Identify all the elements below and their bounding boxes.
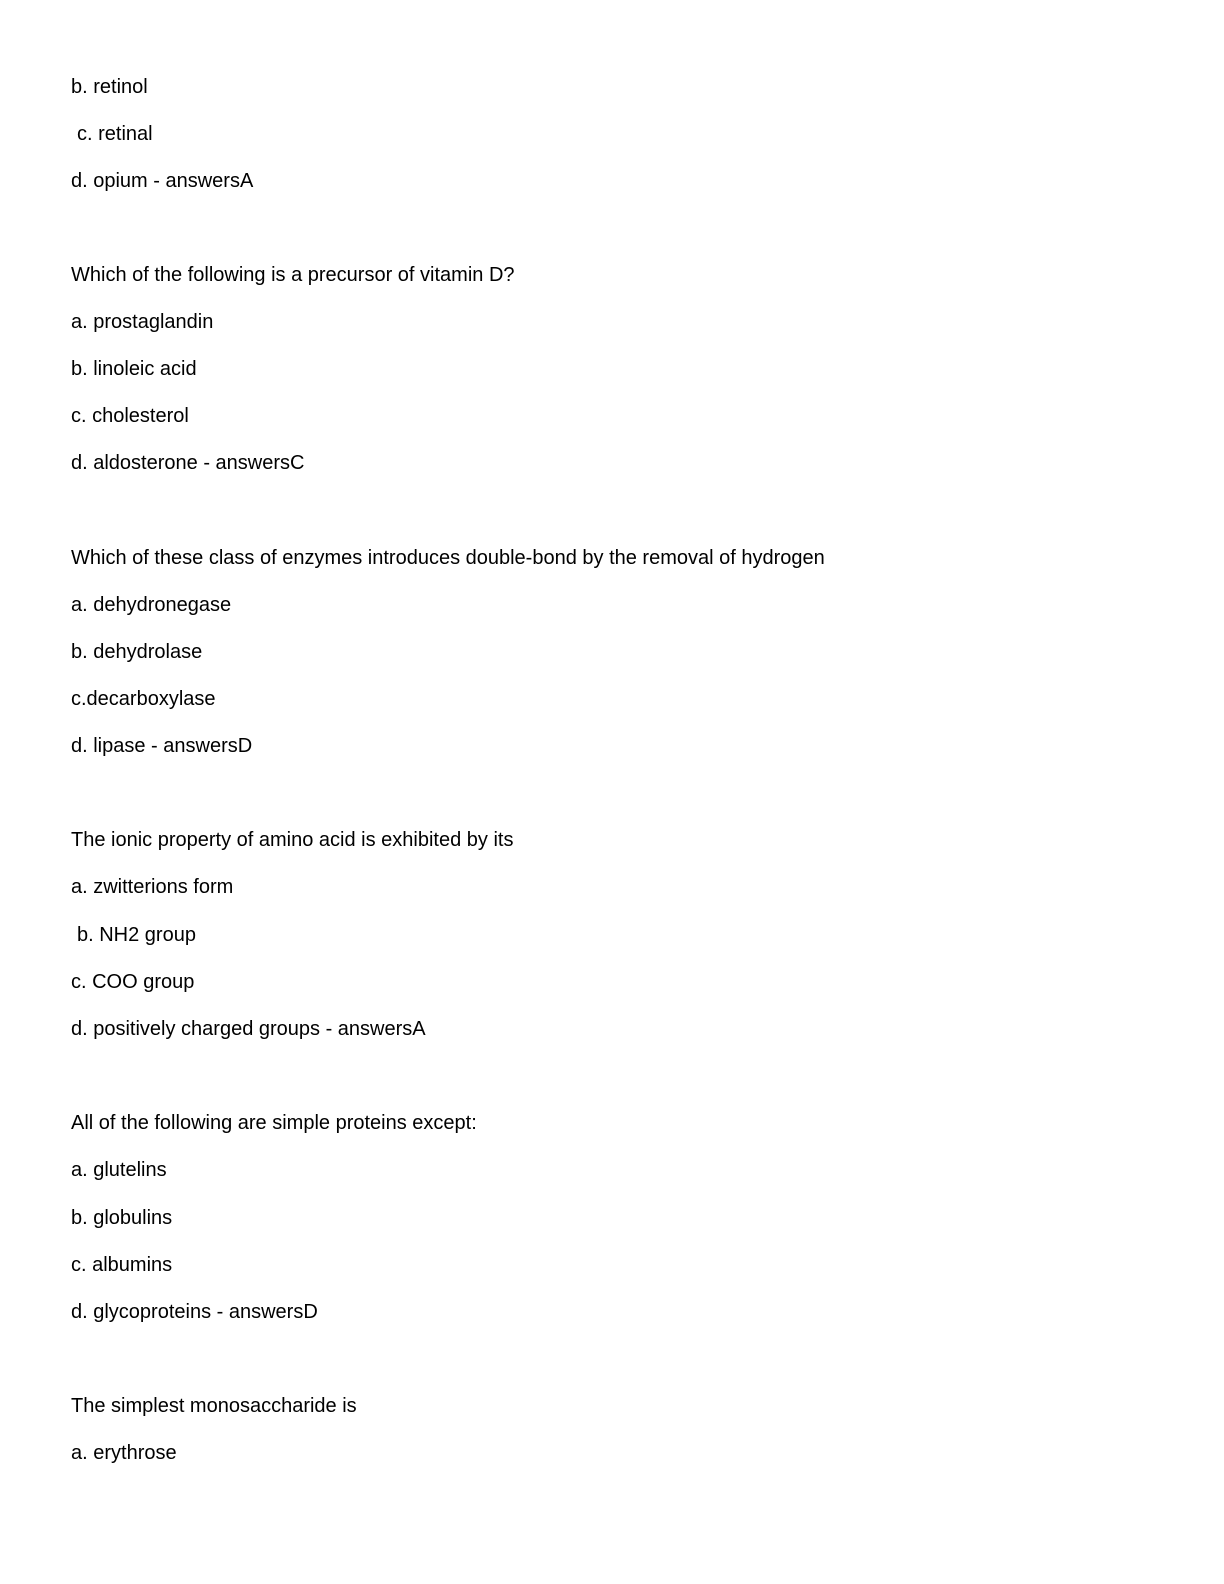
- answer-line: d. lipase - answersD: [71, 735, 253, 757]
- answer-line: d. opium - answersA: [71, 170, 254, 192]
- answer-line: d. positively charged groups - answersA: [71, 1018, 426, 1040]
- option-line: c. albumins: [71, 1254, 173, 1276]
- option-line: a. erythrose: [71, 1442, 177, 1464]
- option-line: b. linoleic acid: [71, 358, 197, 380]
- option-line: b. globulins: [71, 1207, 173, 1229]
- option-line: c.decarboxylase: [71, 688, 216, 710]
- question-line: Which of the following is a precursor of vitamin D?: [71, 264, 515, 286]
- option-line: a. prostaglandin: [71, 311, 214, 333]
- option-line: c. COO group: [71, 971, 195, 993]
- option-line: a. glutelins: [71, 1159, 167, 1181]
- question-line: The ionic property of amino acid is exhibited by its: [71, 829, 514, 851]
- question-line: All of the following are simple proteins except:: [71, 1112, 477, 1134]
- option-line: a. zwitterions form: [71, 876, 234, 898]
- question-line: The simplest monosaccharide is: [71, 1395, 357, 1417]
- option-line: c. retinal: [77, 123, 153, 145]
- option-line: a. dehydronegase: [71, 594, 232, 616]
- answer-line: d. glycoproteins - answersD: [71, 1301, 318, 1323]
- option-line: b. dehydrolase: [71, 641, 203, 663]
- option-line: b. NH2 group: [77, 924, 196, 946]
- question-line: Which of these class of enzymes introduces double-bond by the removal of hydrogen: [71, 547, 825, 569]
- option-line: c. cholesterol: [71, 405, 189, 427]
- answer-line: d. aldosterone - answersC: [71, 452, 305, 474]
- option-line: b. retinol: [71, 76, 148, 98]
